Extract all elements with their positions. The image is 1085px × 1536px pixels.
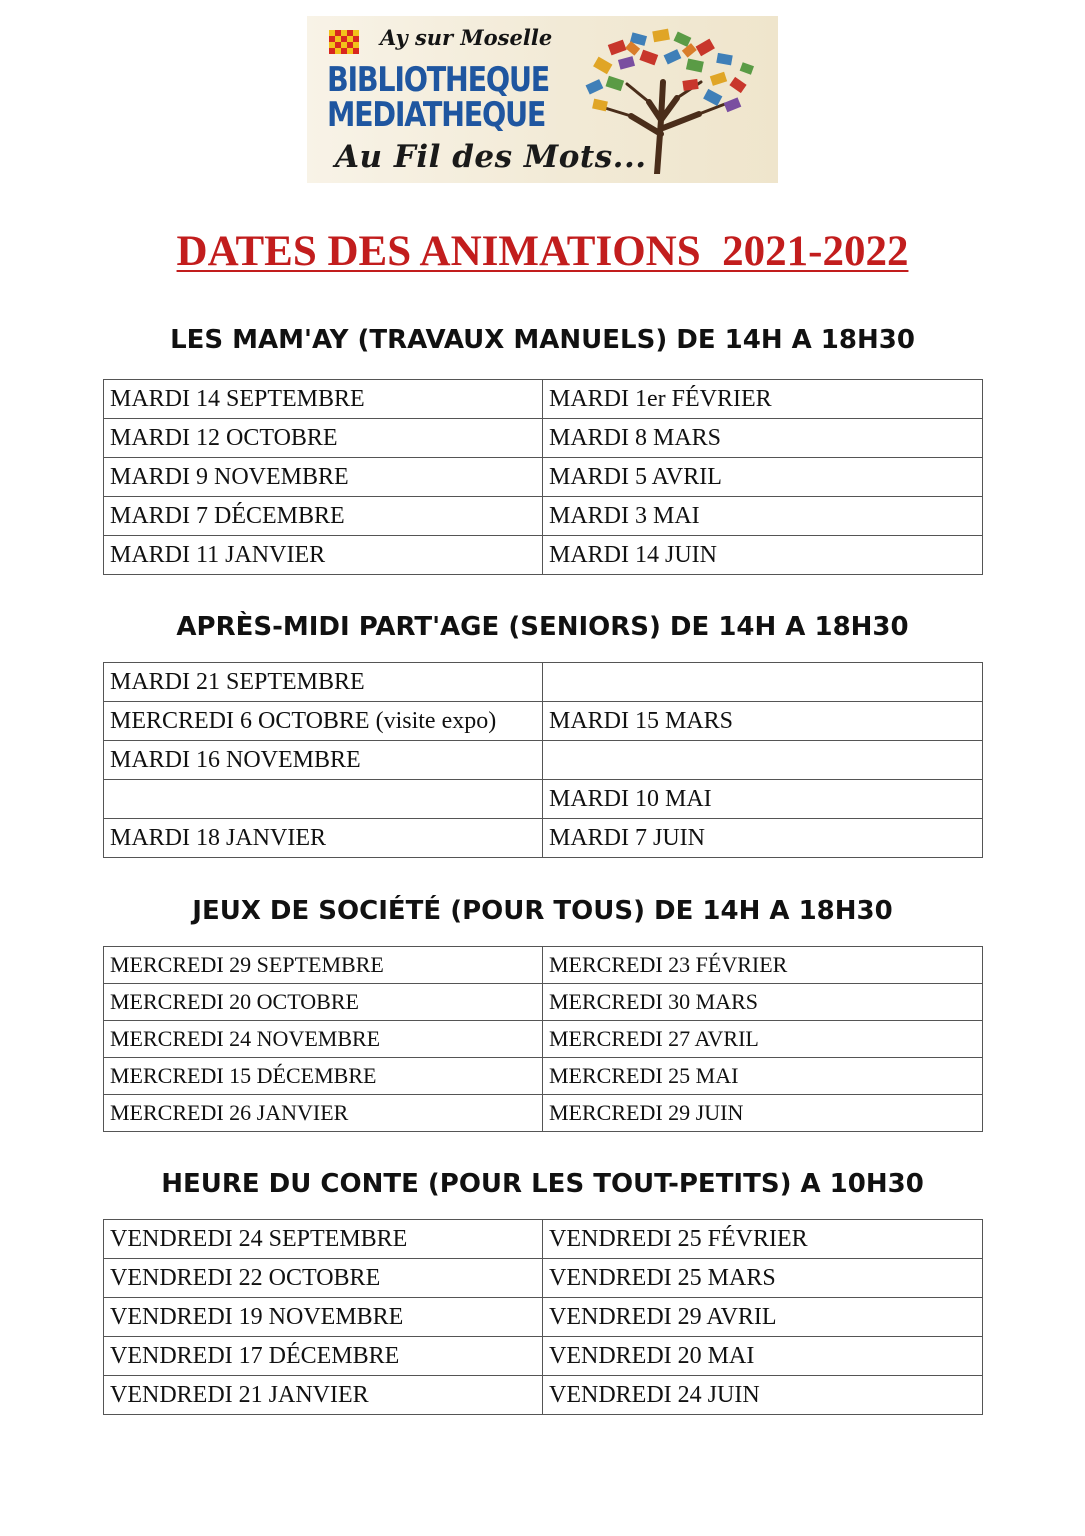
table-row bbox=[104, 702, 983, 741]
date-cell: MARDI 14 SEPTEMBRE bbox=[104, 380, 543, 419]
library-name-line1: BIBLIOTHEQUE bbox=[327, 60, 550, 100]
date-cell: MARDI 7 JUIN bbox=[543, 819, 983, 858]
library-logo-banner bbox=[307, 16, 778, 183]
date-cell: MARDI 7 DÉCEMBRE bbox=[104, 497, 543, 536]
dates-table-partage bbox=[103, 662, 983, 858]
table-row bbox=[104, 819, 983, 858]
table-row bbox=[104, 1021, 983, 1058]
table-row bbox=[104, 780, 983, 819]
date-cell: MARDI 21 SEPTEMBRE bbox=[104, 663, 543, 702]
date-cell: MERCREDI 30 MARS bbox=[543, 984, 983, 1021]
date-cell: MERCREDI 25 MAI bbox=[543, 1058, 983, 1095]
date-cell: MERCREDI 23 FÉVRIER bbox=[543, 947, 983, 984]
date-cell: MARDI 12 OCTOBRE bbox=[104, 419, 543, 458]
date-cell: VENDREDI 19 NOVEMBRE bbox=[104, 1298, 543, 1337]
date-cell: VENDREDI 20 MAI bbox=[543, 1337, 983, 1376]
section-heading-partage: APRÈS-MIDI PART'AGE (SENIORS) DE 14H A 18H30 bbox=[176, 612, 909, 642]
table-row bbox=[104, 984, 983, 1021]
date-cell: MARDI 15 MARS bbox=[543, 702, 983, 741]
table-row bbox=[104, 1298, 983, 1337]
table-row bbox=[104, 741, 983, 780]
town-name: Ay sur Moselle bbox=[380, 25, 553, 50]
table-row bbox=[104, 1376, 983, 1415]
date-cell: MERCREDI 26 JANVIER bbox=[104, 1095, 543, 1132]
date-cell: VENDREDI 22 OCTOBRE bbox=[104, 1259, 543, 1298]
date-cell bbox=[543, 663, 983, 702]
date-cell: MARDI 5 AVRIL bbox=[543, 458, 983, 497]
section-heading-jeux: JEUX DE SOCIÉTÉ (POUR TOUS) DE 14H A 18H30 bbox=[192, 896, 893, 926]
date-cell bbox=[104, 780, 543, 819]
date-cell: MERCREDI 15 DÉCEMBRE bbox=[104, 1058, 543, 1095]
date-cell: MARDI 14 JUIN bbox=[543, 536, 983, 575]
section-heading-conte: HEURE DU CONTE (POUR LES TOUT-PETITS) A 10H30 bbox=[161, 1169, 924, 1199]
table-row bbox=[104, 458, 983, 497]
date-cell: VENDREDI 24 JUIN bbox=[543, 1376, 983, 1415]
table-row bbox=[104, 380, 983, 419]
date-cell: VENDREDI 25 FÉVRIER bbox=[543, 1220, 983, 1259]
table-row bbox=[104, 1095, 983, 1132]
table-row bbox=[104, 1220, 983, 1259]
date-cell: MARDI 3 MAI bbox=[543, 497, 983, 536]
date-cell: MERCREDI 20 OCTOBRE bbox=[104, 984, 543, 1021]
dates-table-jeux bbox=[103, 946, 983, 1132]
date-cell: MERCREDI 29 SEPTEMBRE bbox=[104, 947, 543, 984]
date-cell: MARDI 16 NOVEMBRE bbox=[104, 741, 543, 780]
dates-table-mamay bbox=[103, 379, 983, 575]
table-row bbox=[104, 1259, 983, 1298]
date-cell: VENDREDI 24 SEPTEMBRE bbox=[104, 1220, 543, 1259]
date-cell: MARDI 10 MAI bbox=[543, 780, 983, 819]
date-cell: MARDI 8 MARS bbox=[543, 419, 983, 458]
table-row bbox=[104, 497, 983, 536]
page-title: DATES DES ANIMATIONS 2021-2022 bbox=[176, 228, 909, 275]
table-row bbox=[104, 947, 983, 984]
table-row bbox=[104, 663, 983, 702]
date-cell: MARDI 1er FÉVRIER bbox=[543, 380, 983, 419]
date-cell bbox=[543, 741, 983, 780]
town-crest-icon bbox=[329, 30, 359, 54]
table-row bbox=[104, 1058, 983, 1095]
date-cell: MERCREDI 6 OCTOBRE (visite expo) bbox=[104, 702, 543, 741]
date-cell: VENDREDI 17 DÉCEMBRE bbox=[104, 1337, 543, 1376]
date-cell: MERCREDI 24 NOVEMBRE bbox=[104, 1021, 543, 1058]
date-cell: MERCREDI 29 JUIN bbox=[543, 1095, 983, 1132]
table-row bbox=[104, 1337, 983, 1376]
library-slogan: Au Fil des Mots... bbox=[335, 139, 647, 175]
date-cell: MARDI 11 JANVIER bbox=[104, 536, 543, 575]
date-cell: VENDREDI 25 MARS bbox=[543, 1259, 983, 1298]
date-cell: MERCREDI 27 AVRIL bbox=[543, 1021, 983, 1058]
date-cell: MARDI 9 NOVEMBRE bbox=[104, 458, 543, 497]
section-heading-mamay: LES MAM'AY (TRAVAUX MANUELS) DE 14H A 18H30 bbox=[170, 325, 915, 355]
table-row bbox=[104, 419, 983, 458]
library-name-line2: MEDIATHEQUE bbox=[327, 95, 546, 135]
table-row bbox=[104, 536, 983, 575]
date-cell: VENDREDI 29 AVRIL bbox=[543, 1298, 983, 1337]
date-cell: VENDREDI 21 JANVIER bbox=[104, 1376, 543, 1415]
date-cell: MARDI 18 JANVIER bbox=[104, 819, 543, 858]
dates-table-conte bbox=[103, 1219, 983, 1415]
